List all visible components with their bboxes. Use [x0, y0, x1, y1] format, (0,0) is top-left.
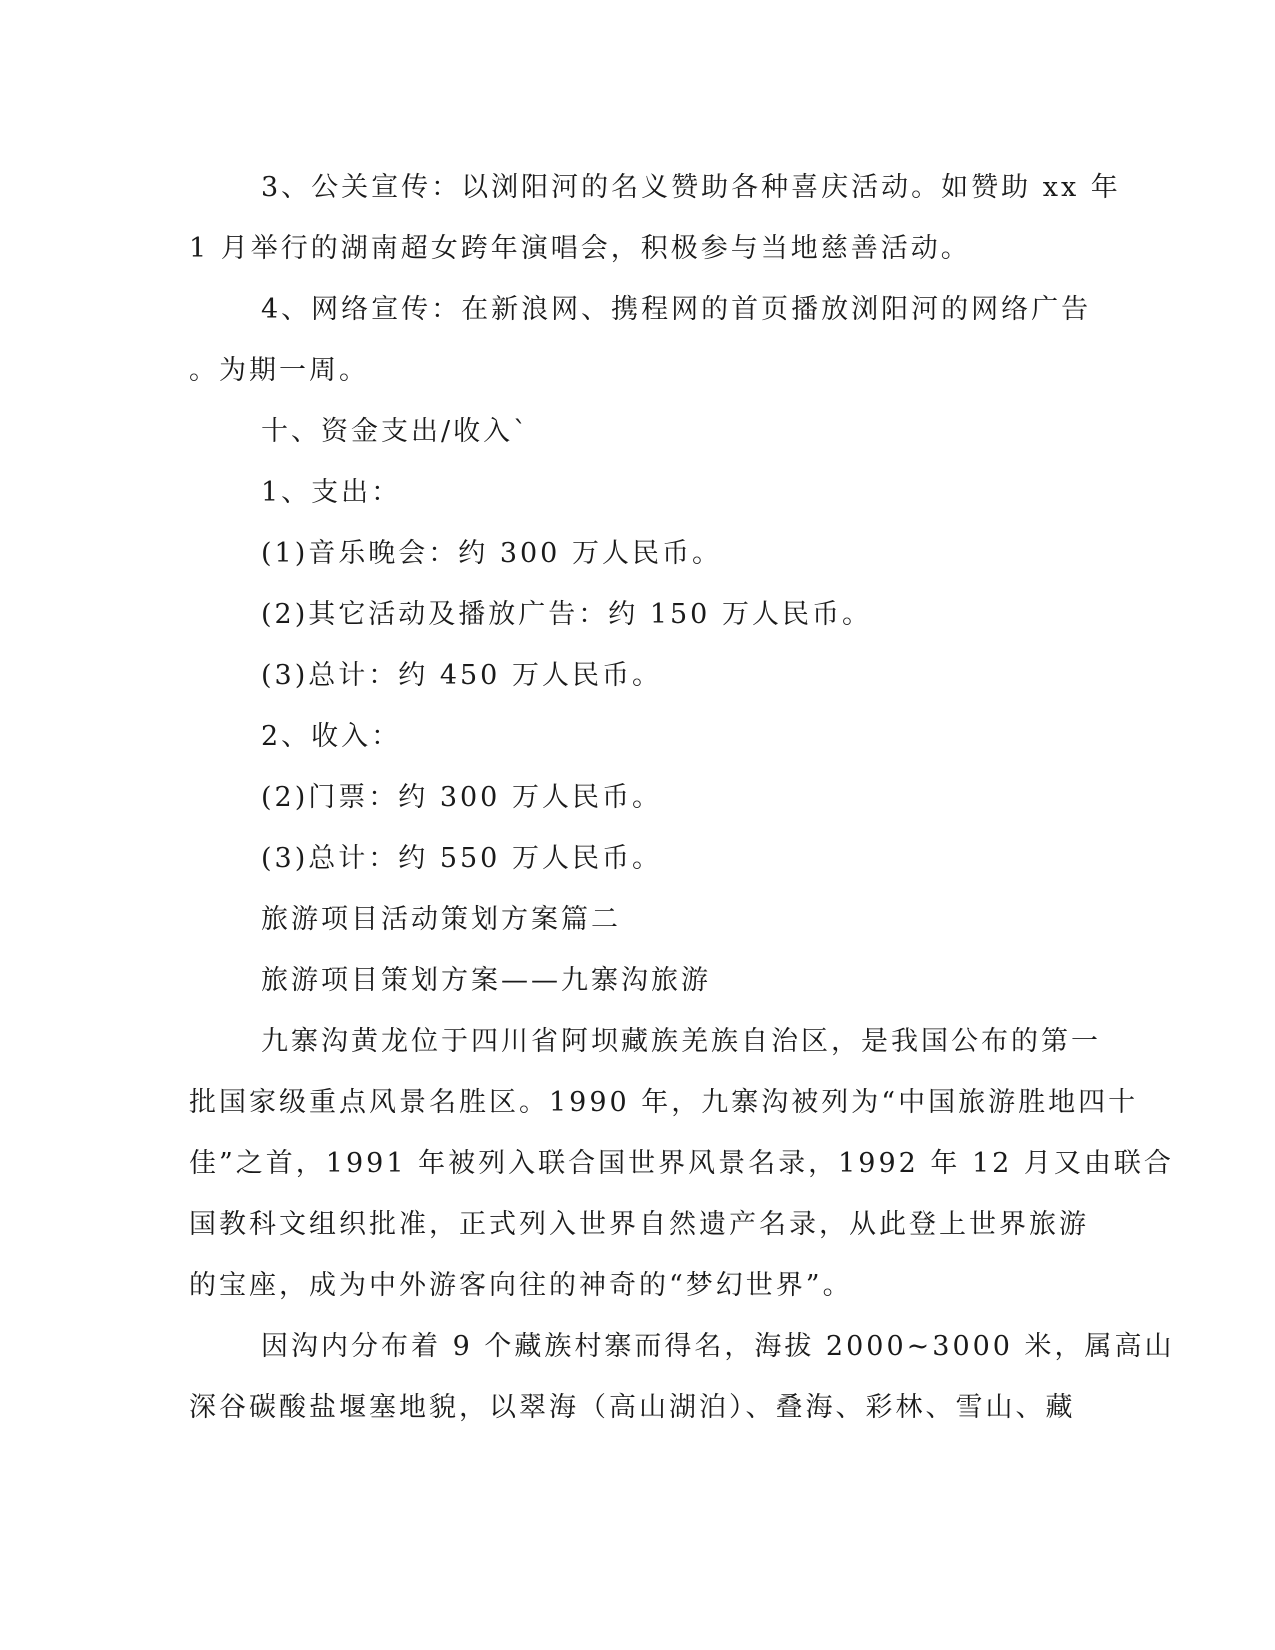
paragraph-jiuzhaigou-geography-line-2: 深谷碳酸盐堰塞地貌，以翠海（高山湖泊）、叠海、彩林、雪山、藏: [189, 1392, 1076, 1423]
paragraph-jiuzhaigou-intro-line-1: 九寨沟黄龙位于四川省阿坝藏族羌族自治区，是我国公布的第一: [261, 1026, 1101, 1057]
paragraph-online-promotion-line-1: 4、网络宣传：在新浪网、携程网的首页播放浏阳河的网络广告: [261, 294, 1092, 325]
income-item-tickets: (2)门票：约 300 万人民币。: [261, 782, 662, 813]
expenditure-item-total: (3)总计：约 450 万人民币。: [261, 660, 662, 691]
article-title-part-two: 旅游项目活动策划方案篇二: [261, 904, 621, 935]
income-item-total: (3)总计：约 550 万人民币。: [261, 843, 662, 874]
article-subtitle-jiuzhaigou: 旅游项目策划方案——九寨沟旅游: [261, 965, 711, 996]
paragraph-jiuzhaigou-geography-line-1: 因沟内分布着 9 个藏族村寨而得名，海拔 2000~3000 米，属高山: [261, 1331, 1175, 1362]
subheading-income: 2、收入：: [261, 721, 402, 752]
expenditure-item-concert: (1)音乐晚会：约 300 万人民币。: [261, 538, 722, 569]
paragraph-jiuzhaigou-intro-line-2: 批国家级重点风景名胜区。1990 年，九寨沟被列为“中国旅游胜地四十: [189, 1087, 1139, 1118]
paragraph-jiuzhaigou-intro-line-4: 国教科文组织批准，正式列入世界自然遗产名录，从此登上世界旅游: [189, 1209, 1089, 1240]
paragraph-pr-promotion-line-1: 3、公关宣传：以浏阳河的名义赞助各种喜庆活动。如赞助 xx 年: [261, 172, 1121, 203]
paragraph-jiuzhaigou-intro-line-5: 的宝座，成为中外游客向往的神奇的“梦幻世界”。: [189, 1270, 853, 1301]
paragraph-jiuzhaigou-intro-line-3: 佳”之首，1991 年被列入联合国世界风景名录，1992 年 12 月又由联合: [189, 1148, 1174, 1179]
subheading-expenditure: 1、支出：: [261, 477, 402, 508]
paragraph-online-promotion-line-2: 。为期一周。: [189, 355, 369, 386]
paragraph-pr-promotion-line-2: 1 月举行的湖南超女跨年演唱会，积极参与当地慈善活动。: [189, 233, 971, 264]
section-heading-funds: 十、资金支出/收入`: [261, 416, 530, 447]
expenditure-item-other-activities: (2)其它活动及播放广告：约 150 万人民币。: [261, 599, 872, 630]
